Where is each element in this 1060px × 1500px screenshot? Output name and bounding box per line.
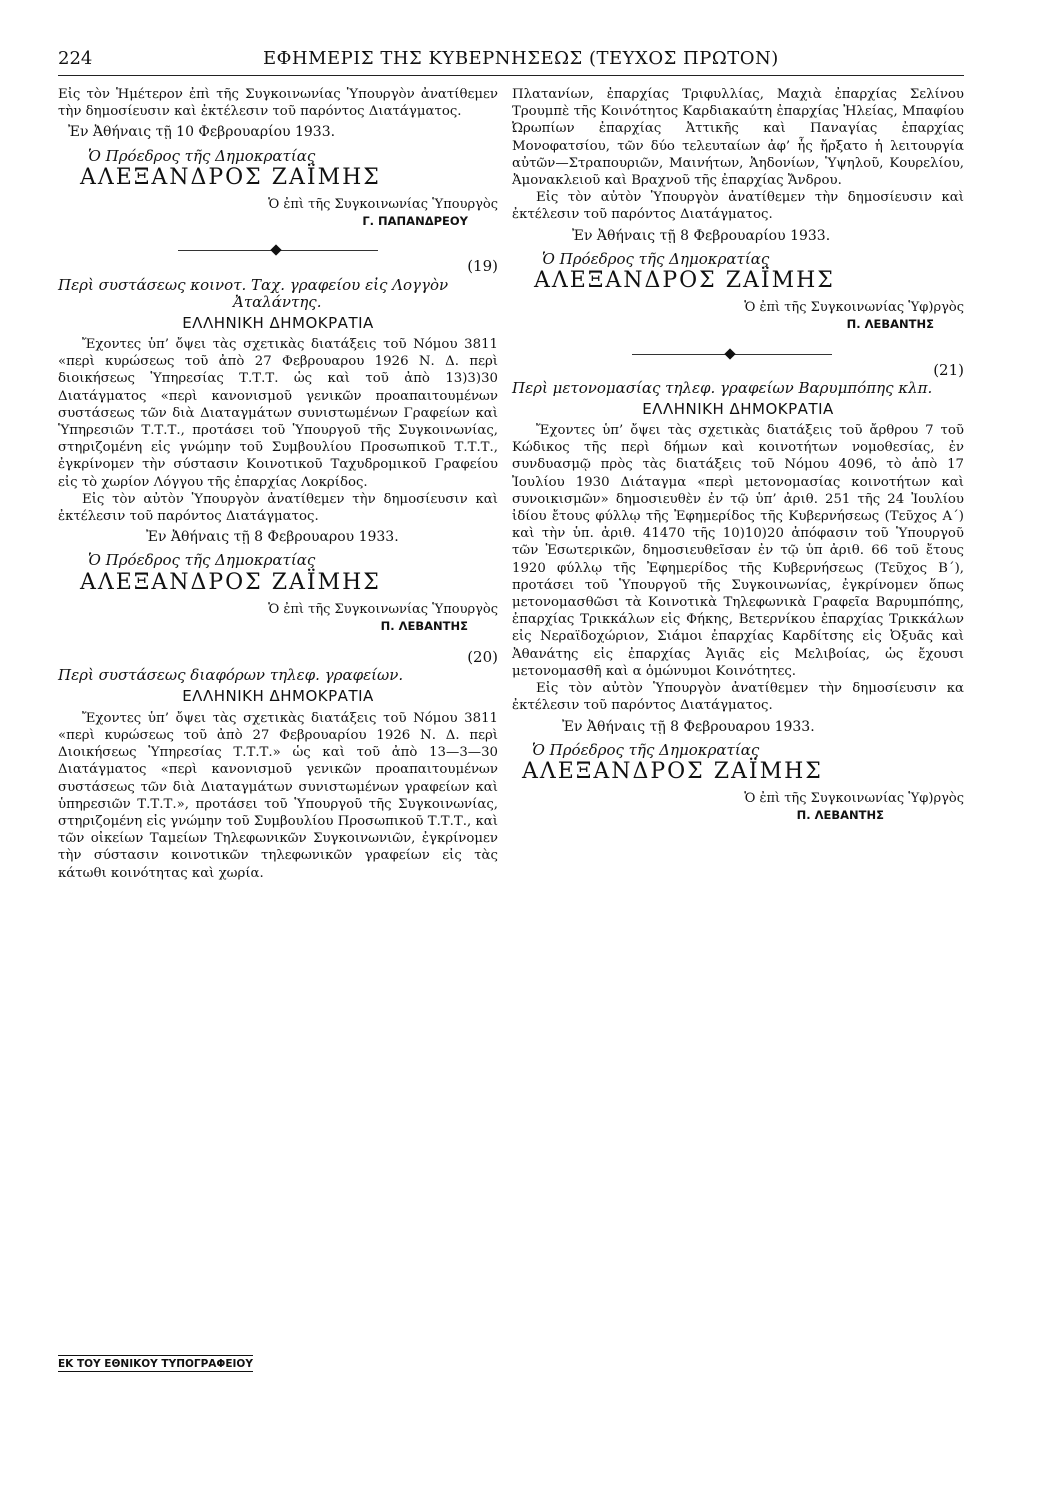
president-name: ΑΛΕΞΑΝΔΡΟΣ ΖΑΪΜΗΣ (80, 569, 381, 595)
decree-subject-cont: Ἀταλάντης. (233, 292, 322, 311)
republic-heading: ΕΛΛΗΝΙΚΗ ΔΗΜΟΚΡΑΤΙΑ (182, 687, 374, 706)
printer-imprint: ΕΚ ΤΟΥ ΕΘΝΙΚΟΥ ΤΥΠΟΓΡΑΦΕΙΟΥ (58, 1355, 253, 1372)
minister-name: Γ. ΠΑΠΑΝΔΡΕΟΥ (362, 214, 468, 229)
president-role: Ὁ Πρόεδρος τῆς Δημοκρατίας (88, 551, 316, 570)
president-role: Ὁ Πρόεδρος τῆς Δημοκρατίας (532, 740, 760, 759)
date-line: Ἐν Ἀθήναις τῇ 10 Φεβρουαρίου 1933. (68, 124, 336, 141)
date-line: Ἐν Ἀθήναις τῇ 8 Φεβρουαρίου 1933. (572, 227, 831, 244)
decree-body: Ἔχοντες ὑπ’ ὄψει τὰς σχετικὰς διατάξεις τοῦ Νόμου 3811 «περὶ κυρώσεως τοῦ ἀπὸ 27 Φεβρουαρίου 1926 Ν. Δ. περὶ Διοικήσεως Ὑπηρεσίας Τ.Τ.Τ.» ὡς καὶ τοῦ ἀπὸ 13—3—30 Διατάγματος «περὶ κανονισμοῦ γενικῶν προαπαιτουμένων συστάσεως τῶν διὰ Διαταγμάτων συνιστωμένων γραφείων καὶ ὑπηρεσιῶν Τ.Τ.Τ.», προτάσει τοῦ Ὑπουργοῦ τῆς Συγκοινωνίας, στηριζομένη εἰς γνώμην τοῦ Συμβουλίου Προσωπικοῦ Τ.Τ.Τ., καὶ τῶν οἰκείων Ταμείων Τηλεφωνικῶν Συγκοινωνιῶν, ἐγκρίνομεν τὴν σύστασιν κοινοτικῶν τηλεφωνικῶν γραφείων εἰς τὰς κάτωθι κοινότητας καὶ χωρία. (58, 710, 498, 881)
minister-role: Ὁ ἐπὶ τῆς Συγκοινωνίας Ὑπουργὸς (268, 197, 498, 213)
header-rule (58, 75, 964, 76)
president-name: ΑΛΕΞΑΝΔΡΟΣ ΖΑΪΜΗΣ (80, 164, 381, 190)
president-role: Ὁ Πρόεδρος τῆς Δημοκρατίας (542, 249, 770, 268)
minister-name: Π. ΛΕΒΑΝΤΗΣ (380, 619, 468, 634)
decree-body-2: Εἰς τὸν αὐτὸν Ὑπουργὸν ἀνατίθεμεν τὴν δημοσίευσιν καὶ ἐκτέλεσιν τοῦ παρόντος Διατάγματος. (512, 190, 964, 223)
minister-role: Ὁ ἐπὶ τῆς Συγκοινωνίας Ὑπουργὸς (268, 601, 498, 617)
decree-body-2: Εἰς τὸν αὐτὸν Ὑπουργὸν ἀνατίθεμεν τὴν δημοσίευσιν κα ἐκτέλεσιν τοῦ παρόντος Διατάγματος. (512, 681, 964, 714)
republic-heading: ΕΛΛΗΝΙΚΗ ΔΗΜΟΚΡΑΤΙΑ (182, 313, 374, 332)
president-name: ΑΛΕΞΑΝΔΡΟΣ ΖΑΪΜΗΣ (522, 758, 823, 784)
section-divider (58, 244, 498, 258)
decree-subject: Περὶ συστάσεως κοινοτ. Ταχ. γραφείου εἰς Λογγὸν (58, 275, 449, 294)
intro-paragraph: Εἰς τὸν Ἡμέτερον ἐπὶ τῆς Συγκοινωνίας Ὑπουργὸν ἀνατίθεμεν τὴν δημοσίευσιν καὶ ἐκτέλεσιν τοῦ παρόντος Διατάγματος. (58, 87, 498, 120)
page-number: 224 (58, 48, 93, 69)
president-name: ΑΛΕΞΑΝΔΡΟΣ ΖΑΪΜΗΣ (534, 268, 835, 294)
decree-number: (20) (467, 648, 498, 667)
left-column (58, 86, 498, 882)
minister-role: Ὁ ἐπὶ τῆς Συγκοινωνίας Ὑφ)ργὸς (744, 300, 964, 316)
date-line: Ἐν Ἀθήναις τῇ 8 Φεβρουαρου 1933. (562, 718, 815, 735)
decree-body: Ἔχοντες ὑπ’ ὄψει τὰς σχετικὰς διατάξεις τοῦ Νόμου 3811 «περὶ κυρώσεως τοῦ ἀπὸ 27 Φεβρουαρου 1926 Ν. Δ. περὶ διοικήσεως Ὑπηρεσίας Τ.Τ.Τ. ὡς καὶ τοῦ ἀπὸ 13)3)30 Διατάγματος «περὶ κανονισμοῦ γενικῶν προαπαιτουμένων συστάσεως τῶν διὰ Διαταγμάτων συνιστωμένων Γραφείων καὶ Ὑπηρεσιῶν Τ.Τ.Τ., προτάσει τοῦ Ὑπουργοῦ τῆς Συγκοινωνίας, στηριζομένη εἰς γνώμην τοῦ Συμβουλίου Προσωπικοῦ Τ.Τ.Τ., ἐγκρίνομεν τὴν σύστασιν Κοινοτικοῦ Ταχυδρομικοῦ Γραφείου εἰς τὸ χωρίον Λόγγου τῆς ἐπαρχίας Λοκρίδος. (58, 337, 498, 490)
republic-heading: ΕΛΛΗΝΙΚΗ ΔΗΜΟΚΡΑΤΙΑ (642, 399, 834, 418)
running-title: ΕΦΗΜΕΡΙΣ ΤΗΣ ΚΥΒΕΡΝΗΣΕΩΣ (ΤΕΥΧΟΣ ΠΡΩΤΟΝ) (263, 48, 779, 69)
diamond-ornament-icon (270, 245, 281, 256)
decree-subject: Περὶ μετονομασίας τηλεφ. γραφείων Βαρυμπόπης κλπ. (512, 378, 933, 397)
minister-role: Ὁ ἐπὶ τῆς Συγκοινωνίας Ὑφ)ργὸς (744, 791, 964, 807)
decree-number: (21) (933, 360, 964, 379)
diamond-ornament-icon (724, 348, 735, 359)
date-line: Ἐν Ἀθήναις τῇ 8 Φεβρουαρου 1933. (146, 529, 399, 546)
right-column (512, 86, 964, 839)
decree-subject: Περὶ συστάσεως διαφόρων τηλεφ. γραφείων. (58, 666, 404, 685)
section-divider (512, 348, 964, 362)
decree-body: Ἔχοντες ὑπ’ ὄψει τὰς σχετικὰς διατάξεις τοῦ ἄρθρου 7 τοῦ Κώδικος τῆς περὶ δήμων καὶ κοινοτήτων νομοθεσίας, ἐν συνδυασμῷ πρὸς τὰς διατάξεις τοῦ Νόμου 4096, τὸ ἀπὸ 17 Ἰουλίου 1930 Διάταγμα «περὶ μετονομασίας κοινοτήτων καὶ συνοικισμῶν» δημοσιευθὲν ἐν τῷ ὑπ’ ἀριθ. 251 τῆς 24 Ἰουλίου ἰδίου ἔτους φύλλῳ τῆς Ἐφημερίδος τῆς Κυβερνήσεως (Τεῦχος Α΄) καὶ τὴν ὑπ. ἀριθ. 41470 τῆς 10)10)20 ἀπόφασιν τοῦ Ὑπουργοῦ τῶν Ἐσωτερικῶν, δημοσιευθεῖσαν ἐν τῷ ὑπ ἀριθ. 66 τοῦ ἔτους 1920 φύλλῳ τῆς Ἐφημερίδος τῆς Κυβερνήσεως (Τεῦχος Β΄), προτάσει τοῦ Ὑπουργοῦ τῆς Συγκοινωνίας, ἐγκρίνομεν ὅπως μετονομασθῶσι τὰ Κοινοτικὰ Τηλεφωνικὰ Γραφεῖα Βαρυμπόπης, ἐπαρχίας Τρικκάλων εἰς Φήκης, Βετερνίκου ἐπαρχίας Τρικκάλων εἰς Νεραϊδοχώριον, Σιάμοι ἐπαρχίας Καρδίτσης εἰς Ὀξυᾶς καὶ Ἀθανάτης εἰς ἐπαρχίας Ἀγιᾶς εἰς Μελιβοίας, ὡς ἔχουσι μετονομασθῆ καὶ α ὁμώνυμοι Κοινότητες. (512, 423, 964, 679)
page-header (58, 38, 964, 78)
president-role: Ὁ Πρόεδρος τῆς Δημοκρατίας (88, 146, 316, 165)
minister-name: Π. ΛΕΒΑΝΤΗΣ (796, 808, 884, 823)
continued-paragraph: Πλατανίων, ἐπαρχίας Τριφυλλίας, Μαχιὰ ἐπαρχίας Σελίνου Τρουμπὲ τῆς Κοινότητος Καρδιακαύτη ἐπαρχίας Ἠλείας, Μπαφίου Ὠρωπίων ἐπαρχίας Ἀττικῆς καὶ Παναγίας ἐπαρχίας Μονοφατσίου, τῶν δύο τελευταίων ἀφ’ ἧς ἤρξατο ἡ λειτουργία αὐτῶν—Στραπουριῶν, Μαινήτων, Ἀηδονίων, Ὑψηλοῦ, Κουρελίου, Ἀμονακλειοῦ καὶ Βραχνοῦ τῆς ἐπαρχίας Ἄνδρου. (512, 87, 964, 189)
decree-number: (19) (467, 257, 498, 276)
minister-name: Π. ΛΕΒΑΝΤΗΣ (846, 317, 934, 332)
decree-body-2: Εἰς τὸν αὐτὸν Ὑπουργὸν ἀνατίθεμεν τὴν δημοσίευσιν καὶ ἐκτέλεσιν τοῦ παρόντος Διατάγματος. (58, 491, 498, 525)
